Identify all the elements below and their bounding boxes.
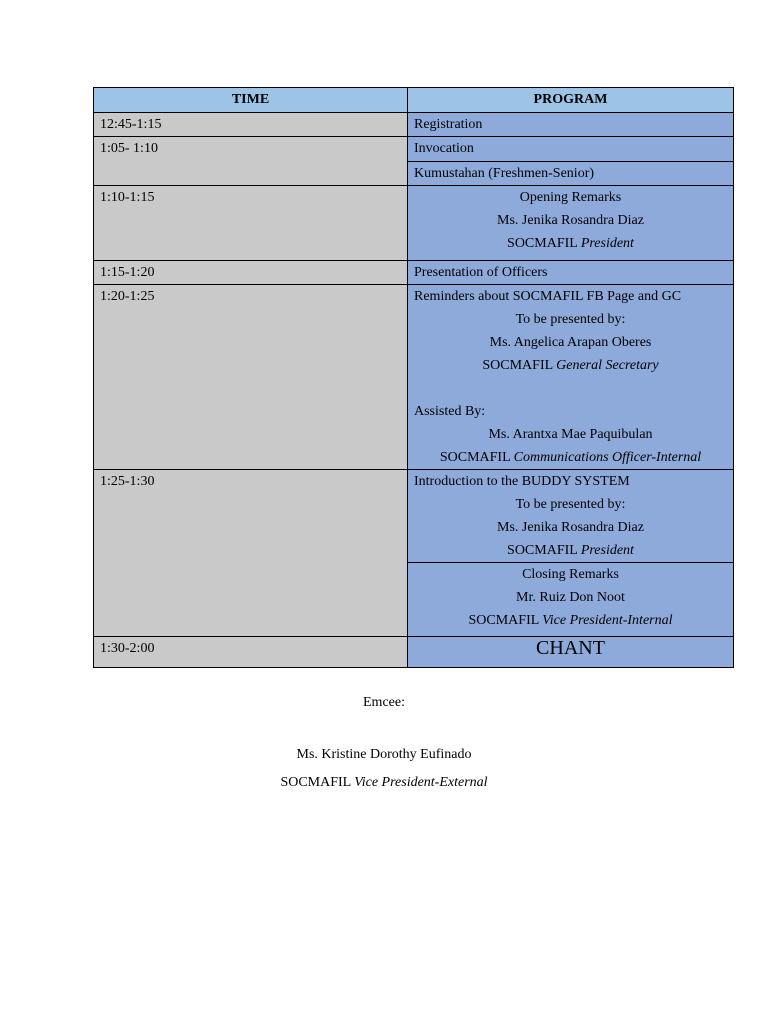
program-header: PROGRAM <box>408 88 734 113</box>
presenter-name: Ms. Angelica Arapan Oberes <box>489 335 652 350</box>
time-cell: 1:20-1:25 <box>94 285 408 470</box>
program-cell <box>408 186 734 261</box>
table-row <box>94 285 734 470</box>
program-cell: Registration <box>408 113 734 137</box>
program-schedule-table <box>93 87 734 668</box>
time-cell: 12:45-1:15 <box>94 113 408 137</box>
program-title: Closing Remarks <box>522 567 619 582</box>
program-cell <box>408 470 734 563</box>
emcee-label: Emcee: <box>363 695 405 710</box>
presenter-name: Mr. Ruiz Don Noot <box>516 590 625 605</box>
emcee-name: Ms. Kristine Dorothy Eufinado <box>296 747 472 762</box>
time-header: TIME <box>94 88 408 113</box>
assisted-by-label: Assisted By: <box>414 404 486 419</box>
header-row <box>94 88 734 113</box>
assistant-name: Ms. Arantxa Mae Paquibulan <box>488 427 653 442</box>
presented-by-label: To be presented by: <box>515 312 626 327</box>
time-cell: 1:25-1:30 <box>94 470 408 637</box>
assistant-position: SOCMAFIL Communications Officer-Internal <box>439 450 702 465</box>
table-row <box>94 637 734 668</box>
program-title: Opening Remarks <box>519 190 622 205</box>
time-cell: 1:05- 1:10 <box>94 137 408 186</box>
presented-by-label: To be presented by: <box>515 497 626 512</box>
time-cell: 1:30-2:00 <box>94 637 408 668</box>
table-row <box>94 470 734 563</box>
table-row <box>94 137 734 162</box>
program-cell <box>408 285 734 470</box>
table-row <box>94 113 734 137</box>
presenter-name: Ms. Jenika Rosandra Diaz <box>497 520 644 535</box>
program-title: Reminders about SOCMAFIL FB Page and GC <box>414 289 682 304</box>
time-cell: 1:15-1:20 <box>94 261 408 285</box>
presenter-position: SOCMAFIL Vice President-Internal <box>468 613 673 628</box>
time-cell: 1:10-1:15 <box>94 186 408 261</box>
program-cell: Invocation <box>408 137 734 162</box>
program-cell: Presentation of Officers <box>408 261 734 285</box>
presenter-name: Ms. Jenika Rosandra Diaz <box>497 213 644 228</box>
table-row <box>94 186 734 261</box>
table-row <box>94 261 734 285</box>
presenter-position: SOCMAFIL General Secretary <box>482 358 659 373</box>
program-cell: CHANT <box>408 637 734 668</box>
program-cell: Kumustahan (Freshmen-Senior) <box>408 162 734 186</box>
presenter-position: SOCMAFIL President <box>507 236 634 251</box>
emcee-position: SOCMAFIL Vice President-External <box>280 775 488 790</box>
program-cell <box>408 563 734 637</box>
program-title: Introduction to the BUDDY SYSTEM <box>414 474 630 489</box>
presenter-position: SOCMAFIL President <box>507 543 634 558</box>
